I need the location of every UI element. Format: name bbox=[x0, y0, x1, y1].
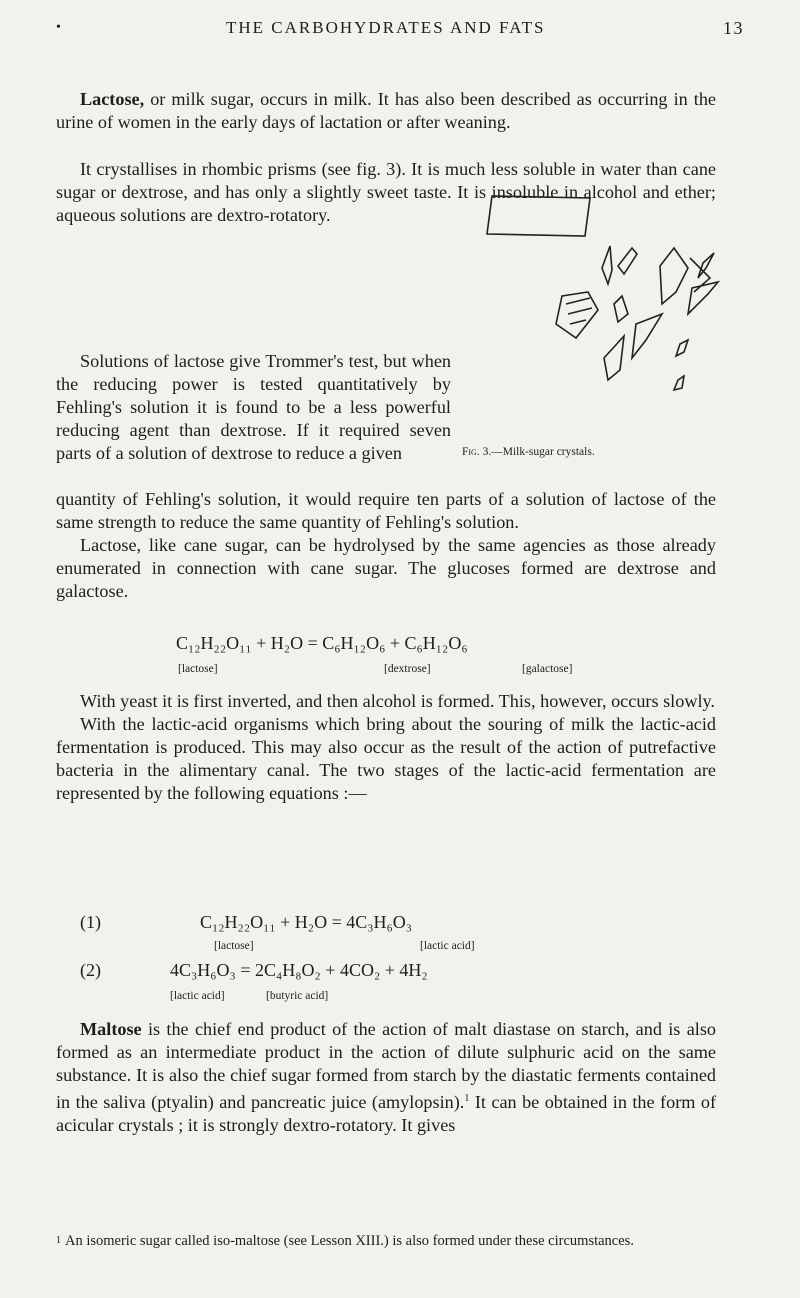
maltose-paragraph bbox=[56, 1018, 716, 1137]
maltose-term: Maltose bbox=[80, 1019, 142, 1039]
figure-caption bbox=[462, 446, 595, 458]
lactose-p2-text: It crystallises in rhombic prisms (see fig. 3). It is much less soluble in water than cane sugar or dextrose, and has only a slightly sweet taste. It is insoluble in alcohol and ether; aqueous solutions are dextro-rotatory. bbox=[56, 159, 716, 225]
fermentation-section bbox=[56, 690, 716, 805]
equation-hydrolysis-label-dextrose: [dextrose] bbox=[384, 663, 431, 675]
maltose-text: is the chief end product of the action of malt diastase on starch, and is also formed as an intermediate product in the action of dilute sulphuric acid on the same substance. It is also the chief sugar formed from starch by the diastatic ferments contained in the saliva (ptyalin) and pancreatic juice (amylopsin). bbox=[56, 1019, 716, 1113]
lactose-paragraph-3-continued bbox=[56, 488, 716, 603]
equation-1-formula: C₁₂H₂₂O₁₁ + H₂O = 4C₃H₆O₃ bbox=[200, 912, 413, 932]
chapter-title: THE CARBOHYDRATES AND FATS bbox=[226, 18, 546, 37]
footnote-text: An isomeric sugar called iso-maltose (see Lesson XIII.) is also formed under these circumstances. bbox=[65, 1233, 634, 1249]
equation-2-label-lactic-acid: [lactic acid] bbox=[170, 990, 225, 1002]
lactose-p3-full: quantity of Fehling's solution, it would require ten parts of a solution of lactose of the same strength to reduce the same quantity of Fehling's solution. bbox=[56, 489, 716, 532]
fermentation-paragraph-1: With yeast it is first inverted, and then alcohol is formed. This, however, occurs slowly. bbox=[80, 691, 715, 711]
running-head bbox=[56, 14, 744, 50]
header-bullet: • bbox=[56, 20, 63, 35]
lactose-paragraph-3-wrapped bbox=[56, 350, 451, 465]
lactose-term: Lactose, bbox=[80, 89, 145, 109]
equation-1-label-lactose: [lactose] bbox=[214, 940, 254, 952]
figure-caption-text: —Milk-sugar crystals. bbox=[491, 446, 595, 458]
equation-2-formula: 4C₃H₆O₃ = 2C₄H₈O₂ + 4CO₂ + 4H₂ bbox=[170, 960, 428, 980]
milk-sugar-crystals-drawing bbox=[462, 118, 722, 438]
equation-2-number: (2) bbox=[80, 960, 101, 980]
equation-hydrolysis-label-lactose: [lactose] bbox=[178, 663, 218, 675]
figure-milk-sugar-crystals bbox=[462, 118, 722, 468]
equation-1-label-lactic-acid: [lactic acid] bbox=[420, 940, 475, 952]
page-number: 13 bbox=[723, 18, 744, 38]
footnote-reference: 1 bbox=[464, 1093, 470, 1104]
fermentation-paragraph-2: With the lactic-acid organisms which bring about the souring of milk the lactic-acid fermentation is produced. This may also occur as the result of the action of putrefactive bacteria in the alimentary canal. The two stages of the lactic-acid fermentation are represented by the following equations :— bbox=[56, 714, 716, 803]
lactose-paragraph-4: Lactose, like cane sugar, can be hydrolysed by the same agencies as those already enumerated in connection with cane sugar. The glucoses formed are dextrose and galactose. bbox=[56, 535, 716, 601]
equation-2-label-butyric-acid: [butyric acid] bbox=[266, 990, 329, 1002]
equation-1-number: (1) bbox=[80, 912, 101, 932]
maltose-text-after: It can be obtained in the form of acicular crystals ; it is strongly dextro-rotatory. It gives bbox=[56, 1092, 717, 1136]
equation-hydrolysis-label-galactose: [galactose] bbox=[522, 663, 573, 675]
maltose-section bbox=[56, 1018, 716, 1137]
equation-hydrolysis: C₁₂H₂₂O₁₁ + H₂O = C₆H₁₂O₆ + C₆H₁₂O₆ bbox=[176, 633, 468, 653]
lactose-p1-text: or milk sugar, occurs in milk. It has also been described as occurring in the urine of women in the early days of lactation or after weaning. bbox=[56, 89, 716, 132]
lactose-p3-wrapped: Solutions of lactose give Trommer's test, but when the reducing power is tested quantitatively by Fehling's solution it is found to be a less powerful reducing agent than dextrose. If it required seven parts of a solution of dextrose to reduce a given bbox=[56, 351, 451, 463]
footnote-mark: 1 bbox=[56, 1235, 61, 1246]
figure-label: Fig. 3. bbox=[462, 446, 492, 458]
footnote bbox=[56, 1232, 736, 1250]
